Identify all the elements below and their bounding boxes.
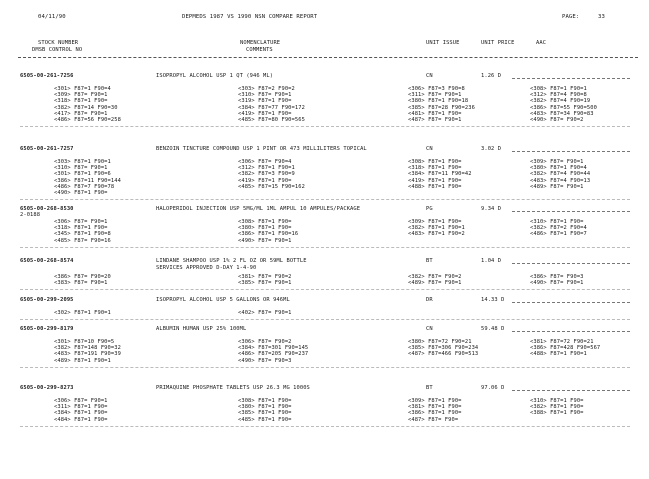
allowance-cell: <402> F87= F90=1 <box>238 310 292 316</box>
allowance-cell: <483> F87=191 F90=39 <box>54 351 121 358</box>
allowance-cell: <485> F87=80 F90=565 <box>238 117 305 123</box>
allowance-cell: <384> F87=11 F90=42 <box>408 171 472 178</box>
unit-issue: CN <box>426 73 433 79</box>
allowance-cell: <489> F87= F90=1 <box>408 280 462 287</box>
allowance-cell: <318> F87=1 F90= <box>408 165 462 172</box>
unit-price: 1.26 D <box>481 73 502 79</box>
allowance-cell: <384> F87=77 F90=172 <box>238 104 305 111</box>
allowance-cell: <486> F87=7 F90=78 <box>54 183 115 190</box>
allowance-cell: <318> F87=1 F90= <box>54 98 108 105</box>
allowance-cell: <385> F87= F90=1 <box>238 280 292 287</box>
allowance-cell: <319> F87=1 F90= <box>238 98 292 105</box>
nomenclature: ALBUMIN HUMAN USP 25% 100ML <box>156 326 247 332</box>
allowance-cell: <382> F87= F90=2 <box>408 274 462 280</box>
allowance-cell: <382> F87=148 F90=32 <box>54 345 121 352</box>
col-aac: AAC <box>536 40 547 46</box>
unit-price: 14.33 D <box>481 297 505 303</box>
allowance-cell: <306> F87= F90=1 <box>54 219 108 225</box>
allowance-cell: <382> F87=2 F90=4 <box>530 225 587 232</box>
unit-issue: DR <box>426 297 433 303</box>
control-number: 2-0188 <box>20 212 41 218</box>
nomenclature: BENZOIN TINCTURE COMPOUND USP 1 PINT OR 473 MILLILITERS TOPICAL <box>156 146 367 152</box>
allowance-cell: <306> F87= F90=4 <box>238 159 292 165</box>
allowance-cell: <490> F87=1 F90= <box>54 190 108 196</box>
stock-number: 6505-00-299-8273 <box>20 385 74 391</box>
allowance-cell: <311> F87= F90=1 <box>408 92 462 99</box>
allowance-cell: <385> F87=1 F90= <box>238 410 292 417</box>
allowance-cell: <311> F87=1 F90= <box>54 404 108 411</box>
report-title: DEPMEDS 1987 VS 1990 NSN COMPARE REPORT <box>182 14 318 20</box>
price-leader-line <box>512 78 630 79</box>
allowance-cell: <490> F87= F90=1 <box>238 237 292 244</box>
allowance-cell: <383> F87= F90=1 <box>54 280 108 287</box>
col-nomenclature: NOMENCLATURE <box>240 40 281 46</box>
allowance-cell: <386> F87=1 F90=16 <box>238 231 299 238</box>
allowance-cell: <382> F87=14 F90=30 <box>54 104 118 111</box>
price-leader-line <box>512 302 630 303</box>
price-leader-line <box>512 390 630 391</box>
allowance-cell: <380> F87=1 F90=4 <box>530 165 587 172</box>
allowance-cell: <419> F87=1 F90= <box>238 177 292 184</box>
allowance-cell: <384> F87=301 F90=145 <box>238 345 309 352</box>
header-rule <box>18 57 638 58</box>
entry-separator <box>20 319 630 320</box>
nomenclature: PRIMAQUINE PHOSPHATE TABLETS USP 26.3 MG 1000S <box>156 385 310 391</box>
allowance-cell: <483> F87=34 F90=83 <box>530 110 594 117</box>
unit-issue: CN <box>426 146 433 152</box>
allowance-cell: <419> F87=1 F90= <box>238 110 292 117</box>
allowance-cell: <382> F87=1 F90=1 <box>408 225 465 232</box>
nomenclature: LINDANE SHAMPOO USP 1% 2 FL OZ OR 59ML BOTTLE <box>156 258 307 264</box>
allowance-cell: <382> F87=1 F90= <box>530 404 584 411</box>
nomenclature: ISOPROPYL ALCOHOL USP 1 QT (946 ML) <box>156 73 274 79</box>
allowance-cell: <381> F87=72 F90=21 <box>530 339 594 345</box>
allowance-cell: <310> F87=1 F90= <box>530 219 584 225</box>
allowance-cell: <384> F87=1 F90= <box>54 410 108 417</box>
allowance-cell: <381> F87=1 F90= <box>408 404 462 411</box>
allowance-cell: <380> F87=1 F90=18 <box>408 98 469 105</box>
stock-number: 6505-00-268-8574 <box>20 258 74 264</box>
stock-number: 6505-00-261-7256 <box>20 73 74 79</box>
unit-issue: BT <box>426 258 433 264</box>
allowance-cell: <483> F87=4 F90=13 <box>530 177 591 184</box>
allowance-cell: <485> F87=15 F90=162 <box>238 183 305 190</box>
allowance-cell: <309> F87=1 F90= <box>408 398 462 404</box>
col-unit-issue: UNIT ISSUE <box>426 40 460 46</box>
allowance-cell: <487> F87=466 F90=513 <box>408 351 479 358</box>
allowance-cell: <490> F87= F90=1 <box>530 280 584 287</box>
allowance-cell: <386> F87=428 F90=567 <box>530 345 601 352</box>
unit-price: 1.04 D <box>481 258 502 264</box>
nomenclature: HALOPERIDOL INJECTION USP 5MG/ML 1ML AMPUL 10 AMPULES/PACKAGE <box>156 206 361 212</box>
unit-price: 97.06 D <box>481 385 505 391</box>
entry-separator <box>20 199 630 200</box>
entry-separator <box>20 367 630 368</box>
entry-separator <box>20 247 630 248</box>
allowance-cell: <306> F87= F90=1 <box>54 398 108 404</box>
allowance-cell: <386> F87= F90=20 <box>54 274 111 280</box>
price-leader-line <box>512 263 630 264</box>
allowance-cell: <309> F87=1 F90= <box>408 219 462 225</box>
allowance-cell: <301> F87=1 F90=4 <box>54 86 111 92</box>
allowance-cell: <310> F87= F90=1 <box>238 92 292 99</box>
unit-price: 3.02 D <box>481 146 502 152</box>
stock-number: 6505-00-261-7257 <box>20 146 74 152</box>
col-comments: COMMENTS <box>246 47 273 53</box>
unit-issue: PG <box>426 206 433 212</box>
allowance-cell: <386> F87= F90=3 <box>530 274 584 280</box>
price-leader-line <box>512 331 630 332</box>
page-number: 33 <box>598 14 605 20</box>
allowance-cell: <309> F87= F90=1 <box>54 92 108 99</box>
allowance-cell: <345> F87=1 F90=8 <box>54 231 111 238</box>
allowance-cell: <381> F87= F90=2 <box>238 274 292 280</box>
allowance-cell: <306> F87=3 F90=8 <box>408 86 465 92</box>
allowance-cell: <309> F87= F90=1 <box>530 159 584 165</box>
entry-separator <box>20 289 630 290</box>
allowance-cell: <386> F87=1 F90= <box>408 410 462 417</box>
allowance-cell: <385> F87=28 F90=236 <box>408 104 475 111</box>
allowance-cell: <486> F87=56 F90=258 <box>54 117 121 123</box>
col-stock-number: STOCK NUMBER <box>38 40 79 46</box>
allowance-cell: <380> F87=72 F90=21 <box>408 339 472 345</box>
price-leader-line <box>512 211 630 212</box>
entry-separator <box>20 126 630 127</box>
allowance-cell: <308> F87=1 F90= <box>238 398 292 404</box>
allowance-cell: <310> F87=1 F90= <box>530 398 584 404</box>
unit-price: 9.34 D <box>481 206 502 212</box>
allowance-cell: <318> F87=1 F90= <box>54 225 108 232</box>
allowance-cell: <417> F87= F90=1 <box>54 110 108 117</box>
col-unit-price: UNIT PRICE <box>481 40 515 46</box>
allowance-cell: <312> F87=1 F90=1 <box>238 165 295 172</box>
report-date: 04/11/90 <box>38 14 66 20</box>
allowance-cell: <481> F87=1 F90= <box>408 110 462 117</box>
allowance-cell: <490> F87= F90=3 <box>238 357 292 364</box>
allowance-cell: <308> F87=1 F90= <box>408 159 462 165</box>
allowance-cell: <310> F87= F90=1 <box>54 165 108 172</box>
stock-number: 6505-00-299-2095 <box>20 297 74 303</box>
nomenclature: ISOPROPYL ALCOHOL USP 5 GALLONS OR 946ML <box>156 297 290 303</box>
allowance-cell: <380> F87=1 F90= <box>238 225 292 232</box>
allowance-cell: <380> F87=1 F90= <box>238 404 292 411</box>
allowance-cell: <484> F87=1 F90= <box>54 416 108 423</box>
allowance-cell: <301> F87=10 F90=5 <box>54 339 115 345</box>
allowance-cell: <308> F87=1 F90= <box>238 219 292 225</box>
allowance-cell: <388> F87=1 F90= <box>530 410 584 417</box>
price-leader-line <box>512 151 630 152</box>
allowance-cell: <385> F87=306 F90=234 <box>408 345 479 352</box>
page-label: PAGE: <box>562 14 580 20</box>
allowance-cell: <308> F87=1 F90=1 <box>530 86 587 92</box>
allowance-cell: <382> F87=4 F90=44 <box>530 171 591 178</box>
allowance-cell: <487> F87= F90= <box>408 416 459 423</box>
unit-issue: CN <box>426 326 433 332</box>
allowance-cell: <488> F87=1 F90=1 <box>530 351 587 358</box>
allowance-cell: <382> F87=3 F90=9 <box>238 171 295 178</box>
allowance-cell: <303> F87=2 F90=2 <box>238 86 295 92</box>
allowance-cell: <386> F87=55 F90=500 <box>530 104 597 111</box>
allowance-cell: <488> F87=1 F90= <box>408 183 462 190</box>
allowance-cell: <486> F87=1 F90=7 <box>530 231 587 238</box>
stock-number: 6505-00-299-8179 <box>20 326 74 332</box>
unit-issue: BT <box>426 385 433 391</box>
allowance-cell: <306> F87= F90=2 <box>238 339 292 345</box>
allowance-cell: <301> F87=1 F90=6 <box>54 171 111 178</box>
col-control-number: DMSB CONTROL NO <box>32 47 83 53</box>
allowance-cell: <386> F87=11 F90=144 <box>54 177 121 184</box>
allowance-cell: <490> F87= F90=2 <box>530 117 584 123</box>
allowance-cell: <419> F87=1 F90= <box>408 177 462 184</box>
allowance-cell: <489> F87= F90=1 <box>530 183 584 190</box>
unit-price: 59.48 D <box>481 326 505 332</box>
allowance-cell: <483> F87=1 F90=2 <box>408 231 465 238</box>
allowance-cell: <486> F87=205 F90=237 <box>238 351 309 358</box>
allowance-cell: <489> F87=1 F90=1 <box>54 357 111 364</box>
stock-number: 6505-00-268-8530 <box>20 206 74 212</box>
entry-separator <box>20 426 630 427</box>
allowance-cell: <485> F87=1 F90= <box>238 416 292 423</box>
allowance-cell: <312> F87=4 F90=8 <box>530 92 587 99</box>
allowance-cell: <485> F87= F90=16 <box>54 237 111 244</box>
comments: SERVICES APPROVED D-DAY 1-4-90 <box>156 265 257 271</box>
allowance-cell: <487> F87= F90=1 <box>408 117 462 123</box>
allowance-cell: <302> F87=1 F90=1 <box>54 310 111 316</box>
allowance-cell: <303> F87=1 F90=1 <box>54 159 111 165</box>
allowance-cell: <382> F87=4 F90=19 <box>530 98 591 105</box>
